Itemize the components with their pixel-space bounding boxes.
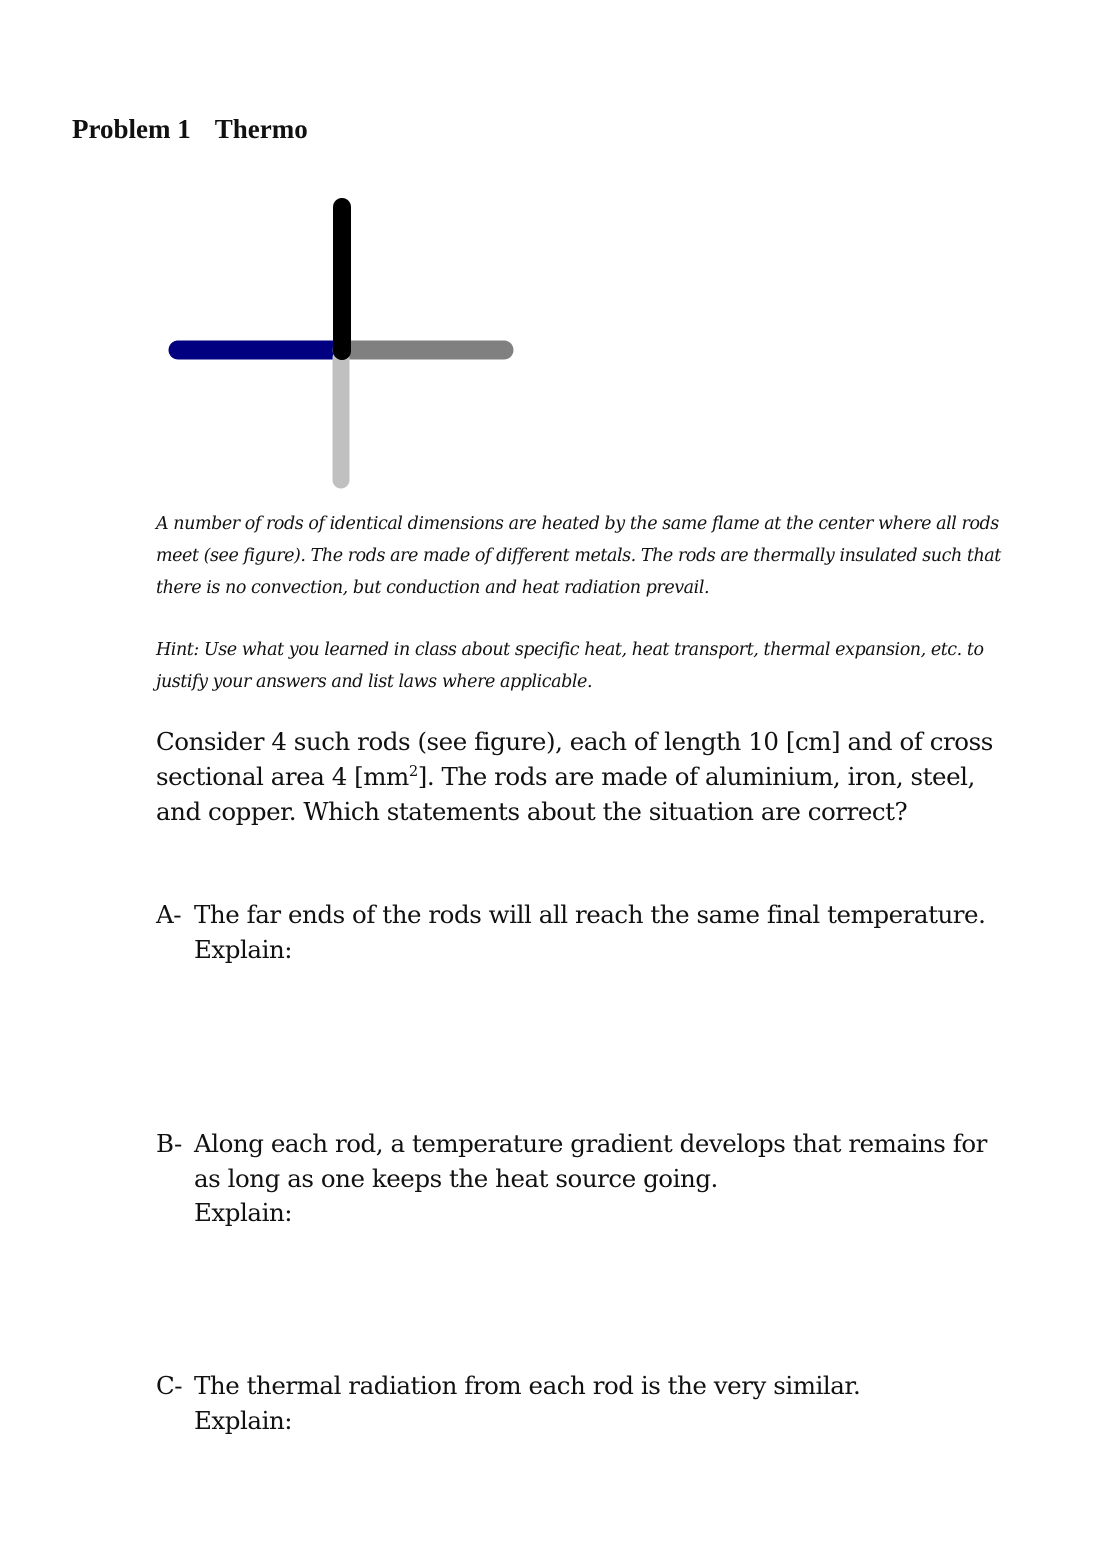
problem-number: Problem 1 [72,114,191,144]
rods-figure [160,190,530,500]
problem-heading [72,114,308,145]
statement-a-explain: Explain: [194,934,293,964]
statement-b-letter: B- [156,1129,182,1158]
statement-a-letter: A- [156,900,182,929]
intro-paragraph: A number of rods of identical dimensions are heated by the same flame at the center where all rods meet (see figure). The rods are made of different metals. The rods are thermally insulated such that there is no convection, but conduction and heat radiation prevail. [156,514,1001,598]
statement-b-explain: Explain: [194,1198,293,1227]
statement-c-explain: Explain: [194,1405,293,1435]
question-superscript: 2 [408,762,418,780]
hint-paragraph: Hint: Use what you learned in class about specific heat, heat transport, thermal expansion, etc. to justify your answers and list laws where applicable. [156,640,984,692]
statement-a [156,898,1016,967]
question-paragraph [156,724,1016,829]
statement-b-text: Along each rod, a temperature gradient develops that remains for as long as one keeps the heat source going. [194,1129,987,1193]
statement-b [156,1127,1016,1231]
statement-c-text: The thermal radiation from each rod is the very similar. [194,1371,861,1400]
statement-c-letter: C- [156,1371,183,1400]
statement-a-text: The far ends of the rods will all reach the same final temperature. [194,900,986,929]
statement-c [156,1369,1016,1438]
question-text-part2: ]. The rods are made of aluminium, iron, steel, and copper. Which statements about the situation are correct? [156,762,975,826]
question-text-part1: Consider 4 such rods (see figure), each of length 10 [cm] and of cross sectional area 4 [mm [156,727,993,791]
problem-title: Thermo [214,114,308,144]
